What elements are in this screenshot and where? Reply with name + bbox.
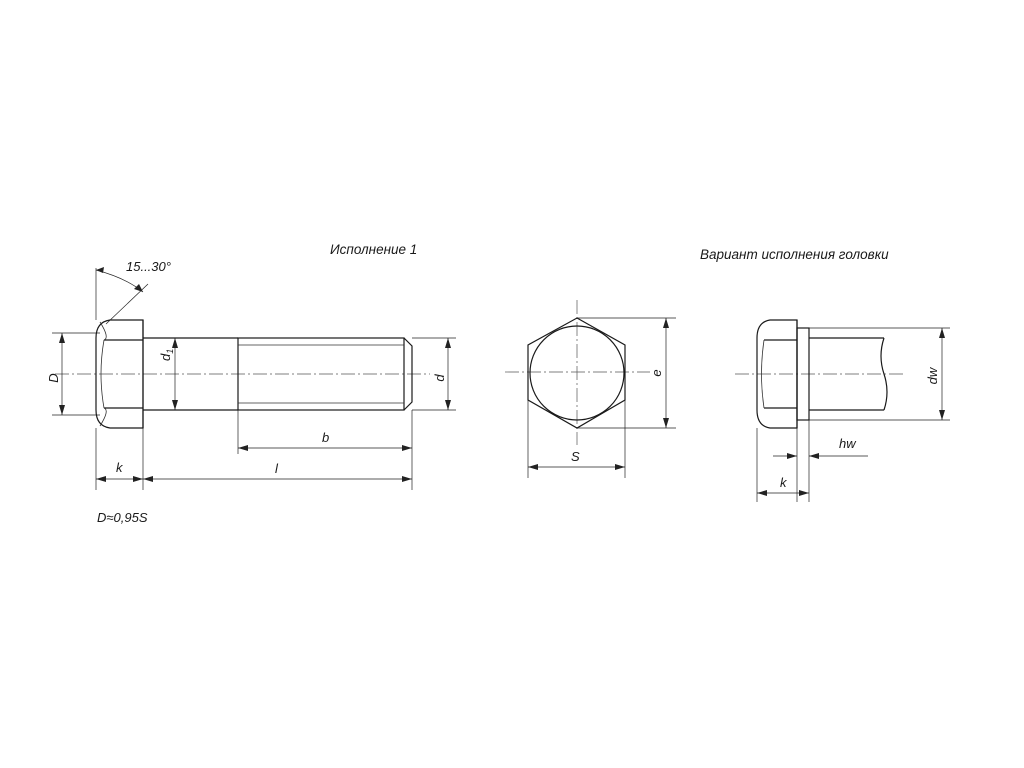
k-arrow-right (133, 476, 143, 482)
D-arrow-bottom (59, 405, 65, 415)
angle-arrow-right (134, 284, 143, 292)
S-arrow-left (528, 464, 538, 470)
D-arrow-top (59, 333, 65, 343)
b-label: b (322, 430, 330, 445)
b-arrow-left (238, 445, 248, 451)
angle-arrow-left (96, 267, 104, 273)
hw-label: hw (839, 436, 856, 451)
variant-shank-break (881, 338, 887, 410)
e-arrow-top (663, 318, 669, 328)
b-arrow-right (402, 445, 412, 451)
dw-arrow-bottom (939, 410, 945, 420)
l-arrow-right (402, 476, 412, 482)
angle-label: 15...30° (126, 259, 171, 274)
e-label: e (649, 369, 664, 377)
k-label: k (116, 460, 123, 475)
variant-k-label: k (780, 475, 787, 490)
d-label: d (432, 374, 447, 382)
dw-arrow-top (939, 328, 945, 338)
variant-view-title: Вариант исполнения головки (700, 247, 889, 262)
d-arrow-top (445, 338, 451, 348)
d1-label: $d_1$ (158, 348, 175, 361)
d-arrow-bottom (445, 400, 451, 410)
hw-arrow-left (787, 453, 797, 459)
main-view-title: Исполнение 1 (330, 242, 418, 257)
variant-k-arrow-right (799, 490, 809, 496)
e-arrow-bottom (663, 418, 669, 428)
S-label: S (571, 449, 580, 464)
hex-outline (528, 318, 625, 428)
variant-head-view (735, 320, 950, 502)
d1-arrow-top (172, 338, 178, 348)
D-label: D (46, 373, 61, 383)
dw-label: dw (925, 367, 940, 385)
d1-arrow-bottom (172, 400, 178, 410)
k-arrow-left (96, 476, 106, 482)
l-label: l (275, 461, 278, 476)
S-arrow-right (615, 464, 625, 470)
bolt-end-view (505, 300, 676, 478)
diameter-note: D≈0,95S (97, 510, 148, 525)
hw-arrow-right (809, 453, 819, 459)
bolt-side-view (46, 259, 456, 525)
variant-k-arrow-left (757, 490, 767, 496)
l-arrow-left (143, 476, 153, 482)
